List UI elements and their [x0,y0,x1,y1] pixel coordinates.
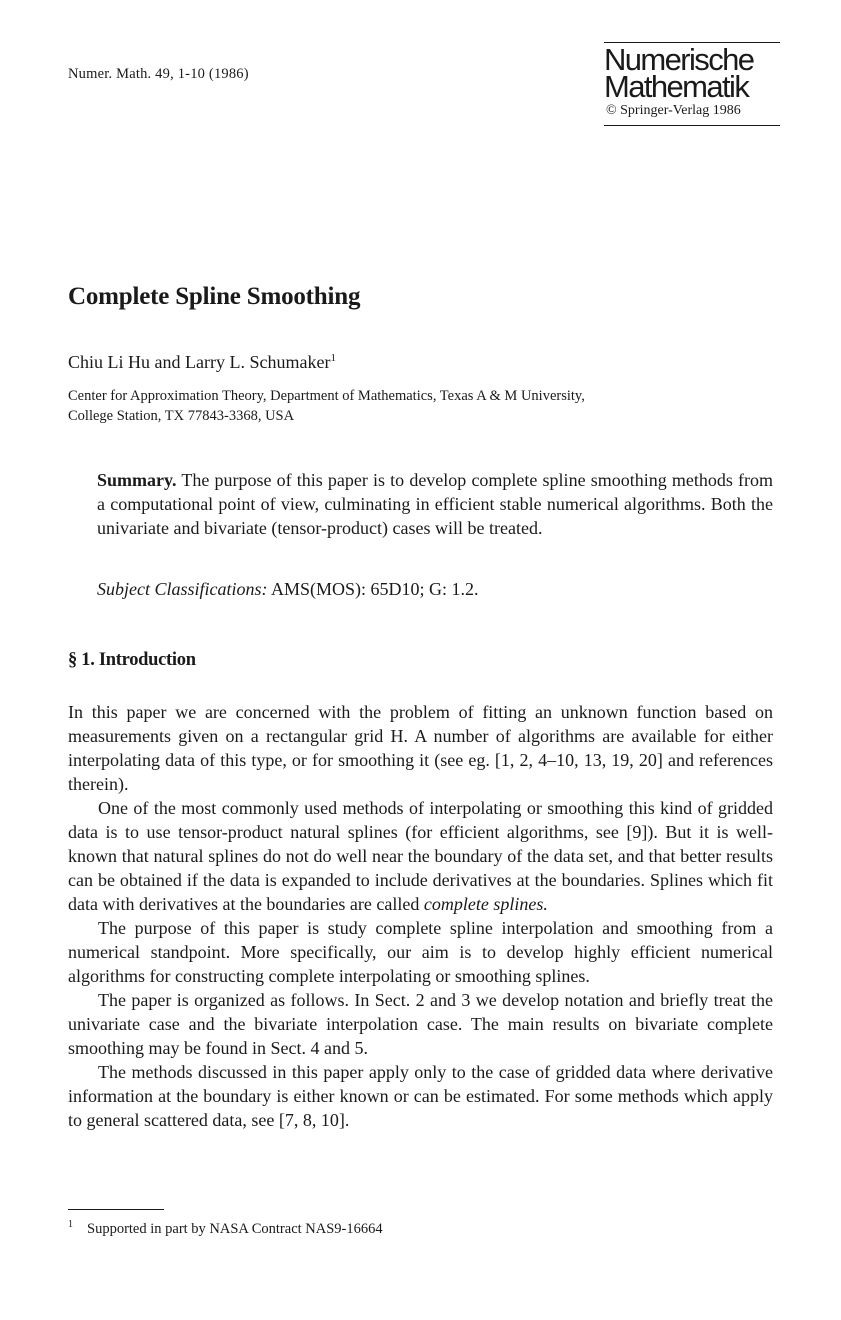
footnote-rule [68,1209,164,1210]
masthead-bottom-rule [604,125,780,126]
journal-citation: Numer. Math. 49, 1-10 (1986) [68,66,249,82]
summary-text: The purpose of this paper is to develop complete spline smoothing methods from a computational point of view, culminating in efficient stable numerical algorithms. Both the univariate and bivariate (tensor-product) cases will be treated. [97,470,773,538]
affiliation-line-1: Center for Approximation Theory, Department of Mathematics, Texas A & M University, [68,388,585,404]
summary-label: Summary. [97,470,177,490]
footnote-mark: 1 [68,1219,73,1230]
affiliation [68,386,585,426]
subject-value: AMS(MOS): 65D10; G: 1.2. [271,579,479,599]
author-line [68,352,336,373]
paper-title: Complete Spline Smoothing [68,283,361,310]
journal-name-line1: Numerische [604,42,754,77]
footnote-text: Supported in part by NASA Contract NAS9-16664 [87,1221,383,1237]
journal-masthead [604,42,780,126]
complete-splines-term: complete splines. [423,894,548,914]
subject-label: Subject Classifications: [97,579,268,599]
journal-name-line2: Mathematik [604,69,749,104]
paragraph-5: The methods discussed in this paper apply only to the case of gridded data where derivative information at the boundary is either known or can be estimated. For some methods which apply to general scattered data, see [7, 8, 10]. [68,1062,773,1130]
footnote [68,1219,383,1238]
section-heading: § 1. Introduction [68,650,196,670]
copyright-notice: © Springer-Verlag 1986 [606,103,741,118]
paragraph-1: In this paper we are concerned with the problem of fitting an unknown function based on measurements given on a rectangular grid H. A number of algorithms are available for either interpolating data of this type, or for smoothing it (see eg. [1, 2, 4–10, 13, 19, 20] and references therein). [68,702,773,794]
summary-block [97,468,773,540]
authors: Chiu Li Hu and Larry L. Schumaker [68,352,331,372]
paragraph-2-text: One of the most commonly used methods of interpolating or smoothing this kind of gridded data is to use tensor-product natural splines (for efficient algorithms, see [9]). But it is well-known that natural splines do not do well near the boundary of the data set, and that better results can be obtained if the data is expanded to include derivatives at the boundaries. Splines which fit data with derivatives at the boundaries are called [68,798,773,914]
paragraph-4: The paper is organized as follows. In Sect. 2 and 3 we develop notation and briefly treat the univariate case and the bivariate interpolation case. The main results on bivariate complete smoothing may be found in Sect. 4 and 5. [68,990,773,1058]
paragraph-3: The purpose of this paper is study complete spline interpolation and smoothing from a numerical standpoint. More specifically, our aim is to develop highly efficient numerical algorithms for constructing complete interpolating or smoothing splines. [68,918,773,986]
affiliation-line-2: College Station, TX 77843-3368, USA [68,408,295,424]
paragraph-2 [68,796,773,916]
subject-classifications [97,579,479,600]
author-footnote-mark: 1 [330,352,336,364]
introduction-body [68,700,773,1132]
